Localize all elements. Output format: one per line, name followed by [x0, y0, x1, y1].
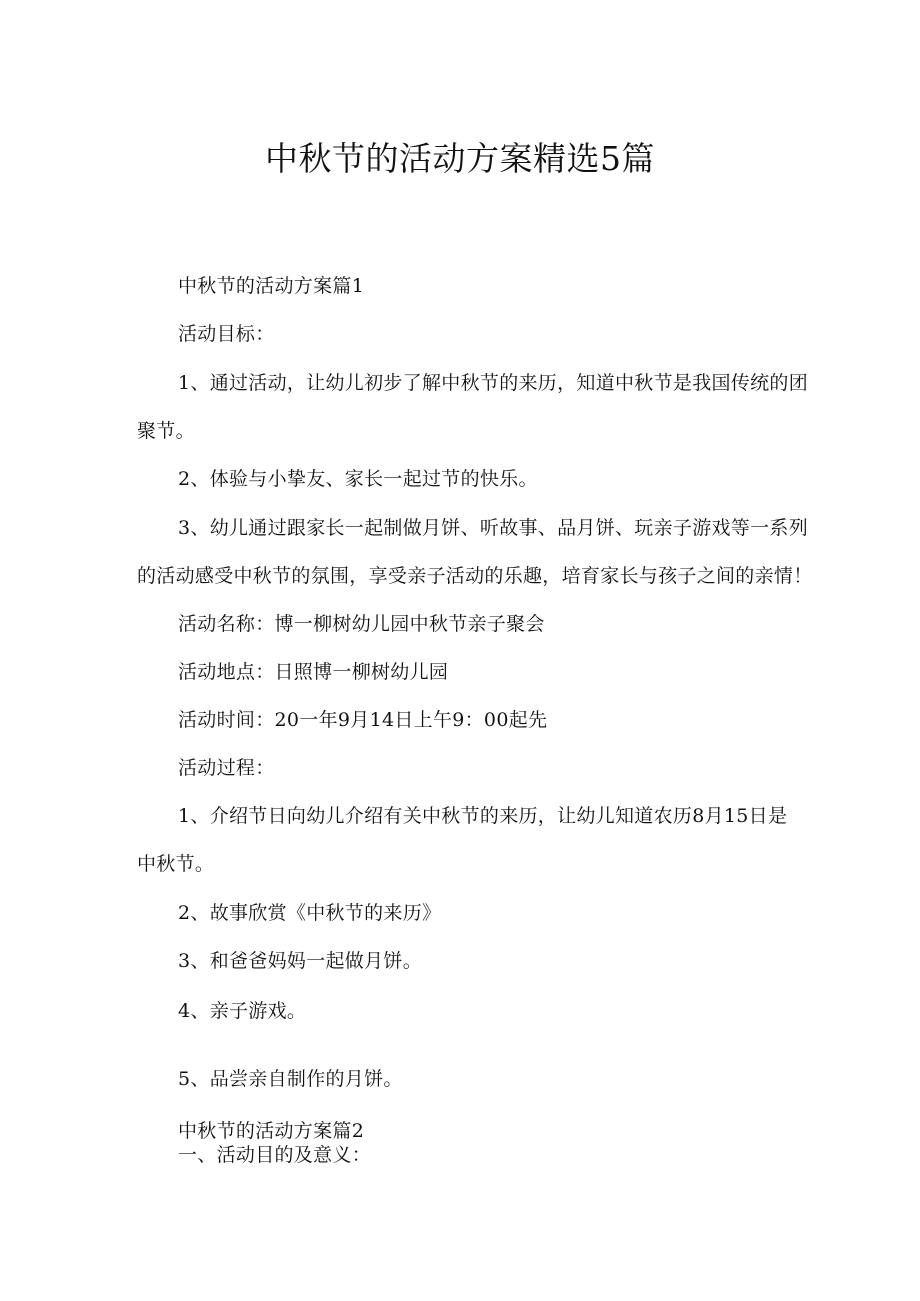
paragraph-line: 3、幼儿通过跟家长一起制做月饼、听故事、品月饼、玩亲子游戏等一系列 [178, 517, 808, 539]
section-heading-1: 中秋节的活动方案篇1 [178, 275, 365, 297]
paragraph-line: 中秋节。 [137, 853, 215, 875]
paragraph-line: 聚节。 [137, 420, 195, 442]
paragraph-line: 活动名称：博一柳树幼儿园中秋节亲子聚会 [178, 613, 545, 635]
paragraph-line: 1、介绍节日向幼儿介绍有关中秋节的来历，让幼儿知道农历8月15日是 [178, 805, 788, 827]
document-title: 中秋节的活动方案精选5篇 [265, 139, 655, 178]
paragraph-line: 的活动感受中秋节的氛围，享受亲子活动的乐趣，培育家长与孩子之间的亲情！ [137, 565, 813, 587]
paragraph-line: 活动目标： [178, 323, 275, 345]
paragraph-line: 1、通过活动，让幼儿初步了解中秋节的来历，知道中秋节是我国传统的团 [178, 372, 808, 394]
paragraph-line: 活动过程： [178, 757, 275, 779]
paragraph-line: 3、和爸爸妈妈一起做月饼。 [178, 950, 422, 972]
paragraph-line: 一、活动目的及意义： [178, 1144, 372, 1166]
paragraph-line: 活动时间：20一年9月14日上午9：00起先 [178, 709, 548, 731]
paragraph-line: 活动地点：日照博一柳树幼儿园 [178, 661, 449, 683]
paragraph-line: 2、故事欣赏《中秋节的来历》 [178, 902, 442, 924]
paragraph-line: 2、体验与小挚友、家长一起过节的快乐。 [178, 468, 538, 490]
section-heading-2: 中秋节的活动方案篇2 [178, 1120, 365, 1142]
paragraph-line: 5、品尝亲自制作的月饼。 [178, 1068, 403, 1090]
paragraph-line: 4、亲子游戏。 [178, 1000, 307, 1022]
